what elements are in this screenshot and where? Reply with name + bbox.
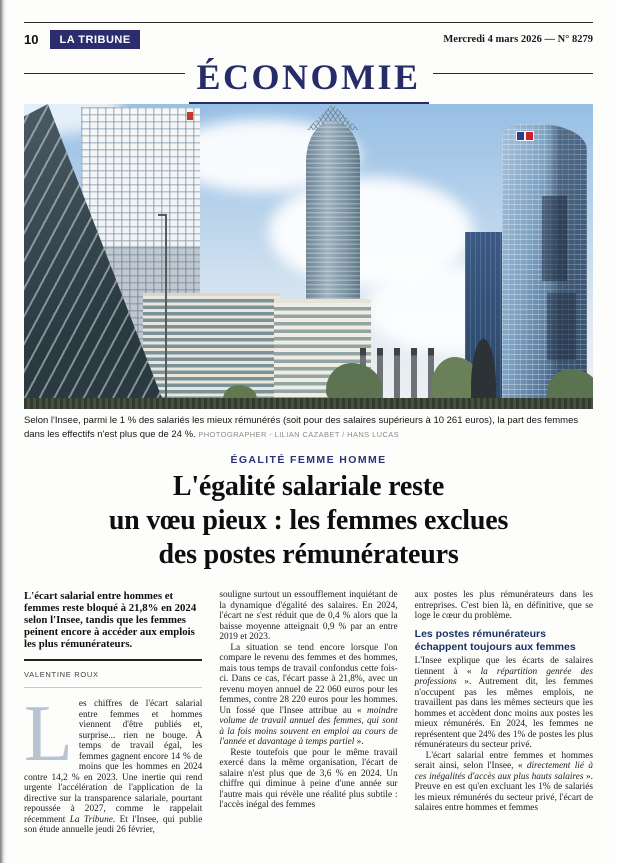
- section-rule-right: [433, 73, 594, 74]
- byline: VALENTINE ROUX: [24, 670, 99, 680]
- column-body-2: [219, 590, 397, 811]
- page-content: [24, 0, 593, 836]
- photo-caption-text: Selon l'Insee, parmi le 1 % des salariés les mieux rémunérés (soit pour des salaires supérieurs à 10 261 euros), la part des femmes dans les effectifs n'est plus que de 24 %.: [24, 415, 579, 441]
- la-defense-photo: [24, 104, 593, 409]
- body-paragraph: Les chiffres de l'écart salarial entre femmes et hommes viennent d'être publiés et, surprise... rien ne bouge. À temps de travail égal, les femmes gagnent encore 14 % de moins que les hommes en 2024 contre 14,2 % en 2023. Une inertie qui rend urgente l'accélération de l'application de la directive sur la transparence salariale, pourtant repoussée à 2027, comme le rappelait récemment La Tribune. Et l'Insee, qui publie son étude annuelle jeudi 26 février,: [24, 690, 203, 836]
- hedge-strip: [24, 398, 593, 409]
- glass-reflection: [542, 196, 568, 281]
- drop-cap: L: [24, 690, 73, 779]
- tower-flag-logo: [516, 131, 534, 141]
- section-rule-left: [24, 73, 185, 74]
- body-paragraph: aux postes les plus rémunérateurs dans les entreprises. C'est bien là, en définitive, que se loge le cœur du problème.: [414, 590, 593, 622]
- column-body-1: [24, 690, 203, 836]
- column-subhead: Les postes rémunérateurs échappent toujours aux femmes: [414, 627, 576, 653]
- article-kicker: ÉGALITÉ FEMME HOMME: [230, 453, 387, 466]
- byline-block: [24, 659, 202, 688]
- body-paragraph: souligne surtout un essoufflement inquiétant de la dynamique d'égalité des salaires. En 2024, l'écart ne s'est réduit que de 0,4 % alors que la baisse moyenne atteignait 0,9 % par an entre 2019 et 2023.: [219, 590, 398, 643]
- section-title: ÉCONOMIE: [189, 56, 429, 104]
- headline-line: L'égalité salariale reste: [172, 470, 445, 502]
- article-column-1: [24, 590, 202, 836]
- headline-line: des postes rémunérateurs: [158, 538, 459, 570]
- article-column-3: [415, 590, 593, 836]
- body-paragraph: L'écart salarial entre femmes et hommes serait ainsi, selon l'Insee, « directement lié à ces inégalités d'accès aux plus hauts salaires ». Preuve en est qu'en excluant les 1% de salariés les mieux rémunérés du secteur privé, l'écart de salaires entre hommes et femmes: [414, 750, 593, 814]
- body-paragraph: Reste toutefois que pour le même travail exercé dans la même organisation, l'écart de salaire n'est plus que de 3,6 % en 2024. Un chiffre qui diminue à peine d'une année sur l'autre mais qui révèle une réalité plus subtile : l'accès inégal des femmes: [219, 747, 398, 811]
- headline: [24, 470, 593, 572]
- article-columns: [24, 590, 593, 836]
- tower-logo-red: [187, 112, 193, 120]
- section-header: [24, 51, 593, 95]
- issue-date-number: Mercredi 4 mars 2026 — N° 8279: [443, 33, 593, 45]
- page-number: 10: [24, 31, 39, 47]
- la-tribune-logo: LA TRIBUNE: [50, 30, 139, 49]
- photo-caption: [24, 414, 593, 443]
- headline-line: un vœu pieux : les femmes exclues: [108, 504, 509, 536]
- scan-edge-shadow: [0, 0, 7, 863]
- body-paragraph: La situation se tend encore lorsque l'on compare le revenu des femmes et des hommes, mais tous temps de travail confondus cette fois-ci. Dans ce cas, l'écart passe à 21,8%, avec un revenu moyen annuel de 22 060 euros pour les femmes, contre 28 220 euros pour les hommes. Un fossé que l'Insee attribue au « moindre volume de travail annuel des femmes, qui sont à la fois moins souvent en emploi au cours de l'année et davantage à temps partiel ».: [219, 642, 398, 748]
- photo-credit: PHOTOGRAPHER - LILIAN CAZABET / HANS LUCAS: [198, 430, 400, 440]
- striped-midrise-left: [143, 293, 280, 409]
- body-paragraph: L'Insee explique que les écarts de salaires tiennent à « la répartition genrée des professions ». Autrement dit, les femmes n'occupent pas les mêmes emplois, ne travaillent pas dans les mêmes secteurs que les hommes et accèdent donc moins aux postes les mieux rémunérés. En 2024, les femmes ne représentent que 24% des 1% de postes les plus rémunérateurs du secteur privé.: [414, 656, 593, 751]
- column-body-3: [415, 590, 593, 814]
- article-column-2: [219, 590, 397, 836]
- glass-reflection: [547, 293, 575, 360]
- lead-paragraph: L'écart salarial entre hommes et femmes reste bloqué à 21,8% en 2024 selon l'Insee, tandis que les femmes peinent encore à accéder aux emplois les plus rémunérateurs.: [24, 590, 197, 651]
- street-lamp-arm: [158, 214, 167, 216]
- street-lamp: [165, 214, 167, 409]
